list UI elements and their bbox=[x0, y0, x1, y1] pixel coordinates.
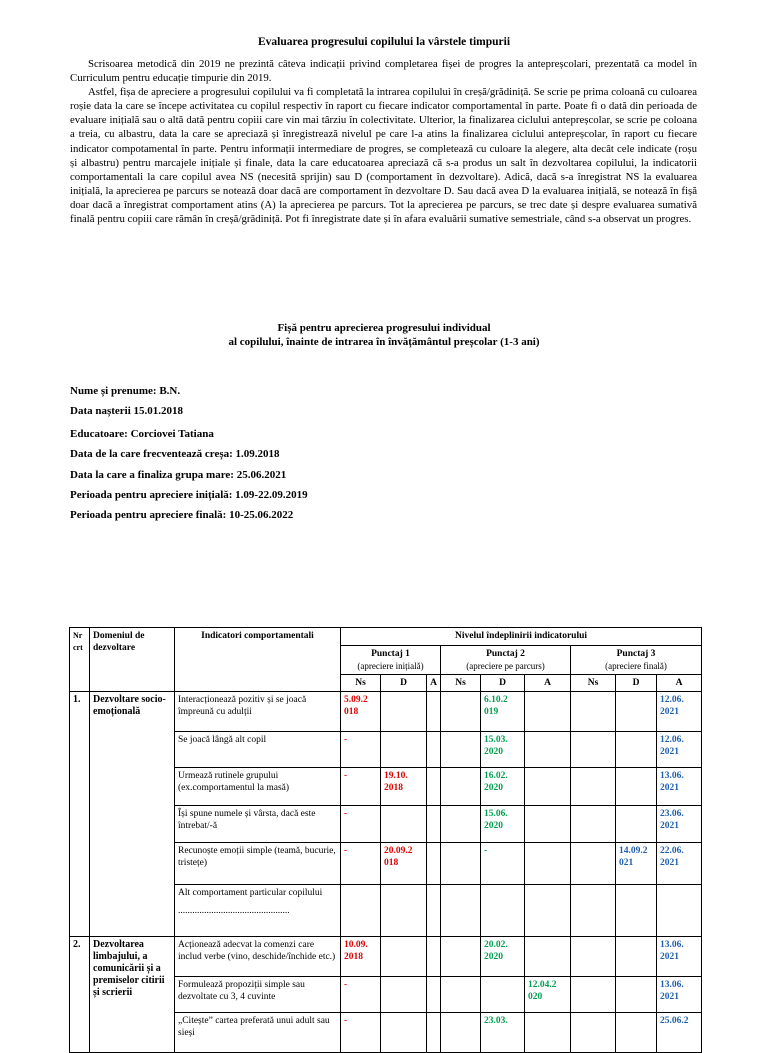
score-2-label: Punctaj 2 bbox=[486, 649, 525, 659]
cell-ns-3 bbox=[571, 768, 616, 806]
cell-a-2 bbox=[525, 937, 571, 977]
cell-ns-3 bbox=[571, 806, 616, 843]
cell-ns-1: 10.09. 2018 bbox=[341, 937, 381, 977]
row-number: 1. bbox=[70, 692, 90, 937]
indicator-text: Se joacă lângă alt copil bbox=[175, 732, 341, 768]
cell-ns-3 bbox=[571, 843, 616, 885]
indicator-other: Alt comportament particular copilului bbox=[178, 888, 323, 898]
cell-ns-2 bbox=[441, 692, 481, 732]
cell-ns-1: - bbox=[341, 977, 381, 1013]
cell-a-1 bbox=[427, 1013, 441, 1053]
indicator-text: Acționează adecvat la comenzi care includ verbe (vino, deschide/închide etc.) bbox=[175, 937, 341, 977]
intro-text bbox=[70, 57, 697, 226]
header-domain: Domeniul de dezvoltare bbox=[90, 628, 175, 692]
header-ns-2: Ns bbox=[441, 675, 481, 692]
cell-a-1 bbox=[427, 937, 441, 977]
indicator-text: Recunoște emoții simple (teamă, bucurie, tristețe) bbox=[175, 843, 341, 885]
cell-ns-3 bbox=[571, 732, 616, 768]
cell-d-3 bbox=[616, 732, 657, 768]
cell-d-3: 14.09.2 021 bbox=[616, 843, 657, 885]
cell-d-2: 16.02. 2020 bbox=[481, 768, 525, 806]
cell-d-3 bbox=[616, 806, 657, 843]
cell-ns-2 bbox=[441, 977, 481, 1013]
header-d-3: D bbox=[616, 675, 657, 692]
cell-ns-3 bbox=[571, 885, 616, 937]
form-title bbox=[0, 321, 768, 349]
cell-d-1 bbox=[381, 937, 427, 977]
cell-a-2 bbox=[525, 768, 571, 806]
cell-d-3 bbox=[616, 768, 657, 806]
intro-paragraph-2: Astfel, fișa de apreciere a progresului copilului va fi completată la intrarea copilului în creșă/grădiniță. Se scrie pe prima coloană cu culoarea roșie data la care se începe activitatea cu copilul respectiv în raport cu fiecare indicator comportamental în parte. Poate fi o dată din perioada de evaluare inițială sau o altă dată pentru copiii care vin mai târziu în colectivitate. Ulterior, la finalizarea ciclului antepreșcolar, se scrie pe coloana a treia, cu albastru, data la care se apreciază și înregistrează nivelul pe care l-a atins la finalizarea ciclului antepreșcolar, în raport cu fiecare indicator compotamental în parte. Pentru informații intermediare de progres, se completează cu culoare la alegere, alta decât cele indicate (roșu și albastru) pentru marcajele inițiale și finale, data la care educatoarea apreciază că s-a produs un salt în dezvoltarea copilului, la indicatorii comportamentali la care copilul avea NS (necesită sprijin) sau D (comportament în dezvoltare). Adică, dacă s-a înregistrat NS la evaluarea inițială, la aprecierea pe parcurs se notează doar dacă are comportament în dezvoltare D. Sau dacă avea D la evaluarea inițială, se notează în fișă doar dacă a înregistrat comportament atins (A) la aprecierea pe parcurs. Tot la aprecierea pe parcurs, se trec date și despre evaluarea sumativă finală pentru copiii care rămân în creșă/grădiniță. Pot fi înregistrate date și în afara evaluării sumative semestriale, când s-a observat un progres. bbox=[70, 86, 697, 226]
indicator-text: Formulează propoziții simple sau dezvoltate cu 3, 4 cuvinte bbox=[175, 977, 341, 1013]
cell-d-3 bbox=[616, 885, 657, 937]
cell-a-1 bbox=[427, 806, 441, 843]
cell-a-2 bbox=[525, 843, 571, 885]
cell-a-3: 22.06. 2021 bbox=[657, 843, 702, 885]
cell-d-3 bbox=[616, 977, 657, 1013]
cell-ns-1: 5.09.2 018 bbox=[341, 692, 381, 732]
table-row bbox=[70, 937, 702, 977]
cell-ns-3 bbox=[571, 937, 616, 977]
cell-d-1 bbox=[381, 692, 427, 732]
cell-d-2: 23.03. bbox=[481, 1013, 525, 1053]
header-a-2: A bbox=[525, 675, 571, 692]
cell-ns-1: - bbox=[341, 843, 381, 885]
cell-a-2 bbox=[525, 885, 571, 937]
cell-ns-2 bbox=[441, 768, 481, 806]
cell-ns-1: - bbox=[341, 1013, 381, 1053]
table-row bbox=[70, 692, 702, 732]
row-number: 2. bbox=[70, 937, 90, 1053]
cell-ns-2 bbox=[441, 937, 481, 977]
form-title-line-2: al copilului, înainte de intrarea în învățământul preșcolar (1-3 ani) bbox=[228, 336, 540, 348]
cell-d-1 bbox=[381, 885, 427, 937]
header-indicators: Indicatori comportamentali bbox=[175, 628, 341, 692]
cell-a-3: 12.06. 2021 bbox=[657, 732, 702, 768]
score-3-sub: (apreciere finală) bbox=[605, 661, 667, 671]
cell-d-1 bbox=[381, 977, 427, 1013]
cell-ns-1: - bbox=[341, 806, 381, 843]
cell-ns-2 bbox=[441, 1013, 481, 1053]
document-title: Evaluarea progresului copilului la vârstele timpurii bbox=[257, 36, 511, 48]
score-1-sub: (apreciere inițială) bbox=[357, 661, 424, 671]
cell-a-3 bbox=[657, 885, 702, 937]
cell-a-2 bbox=[525, 1013, 571, 1053]
cell-a-2: 12.04.2 020 bbox=[525, 977, 571, 1013]
cell-a-3: 13.06. 2021 bbox=[657, 977, 702, 1013]
progress-table bbox=[69, 627, 702, 1053]
header-a-3: A bbox=[657, 675, 702, 692]
cell-d-3 bbox=[616, 692, 657, 732]
cell-a-1 bbox=[427, 977, 441, 1013]
cell-ns-2 bbox=[441, 806, 481, 843]
header-a-1: A bbox=[427, 675, 441, 692]
intro-paragraph-1: Scrisoarea metodică din 2019 ne prezintă câteva indicații privind completarea fișei de progres la antepreșcolari, prezentată ca model în Curriculum pentru educație timpurie din 2019. bbox=[70, 58, 697, 85]
indicator-text: „Citește” cartea preferată unui adult sau sieși bbox=[175, 1013, 341, 1053]
cell-a-2 bbox=[525, 692, 571, 732]
score-3-label: Punctaj 3 bbox=[616, 649, 656, 659]
domain-label: Dezvoltare socio-emoțională bbox=[90, 692, 175, 937]
cell-ns-3 bbox=[571, 692, 616, 732]
cell-ns-2 bbox=[441, 885, 481, 937]
cell-d-2: - bbox=[481, 843, 525, 885]
cell-ns-2 bbox=[441, 843, 481, 885]
cell-d-1: 19.10. 2018 bbox=[381, 768, 427, 806]
cell-a-3: 12.06. 2021 bbox=[657, 692, 702, 732]
cell-d-1 bbox=[381, 732, 427, 768]
cell-ns-3 bbox=[571, 1013, 616, 1053]
form-title-line-1: Fișă pentru aprecierea progresului individual bbox=[277, 322, 491, 334]
info-initial-period: Perioada pentru apreciere inițială: 1.09-22.09.2019 bbox=[70, 489, 308, 501]
header-ns-1: Ns bbox=[341, 675, 381, 692]
cell-a-1 bbox=[427, 885, 441, 937]
indicator-text: Interacționează pozitiv și se joacă împreună cu adulții bbox=[175, 692, 341, 732]
info-final-period: Perioada pentru apreciere finală: 10-25.06.2022 bbox=[70, 509, 294, 521]
cell-d-3 bbox=[616, 937, 657, 977]
cell-a-3: 13.06. 2021 bbox=[657, 768, 702, 806]
header-score-2 bbox=[441, 646, 571, 675]
header-d-2: D bbox=[481, 675, 525, 692]
indicator-text bbox=[175, 885, 341, 937]
score-2-sub: (apreciere pe parcurs) bbox=[466, 661, 545, 671]
header-score-1 bbox=[341, 646, 441, 675]
dotted-line: ............................................... bbox=[178, 906, 290, 916]
cell-d-1: 20.09.2 018 bbox=[381, 843, 427, 885]
cell-d-1 bbox=[381, 806, 427, 843]
info-name: Nume și prenume: B.N. bbox=[70, 385, 181, 397]
info-teacher: Educatoare: Corciovei Tatiana bbox=[70, 428, 214, 440]
cell-a-1 bbox=[427, 768, 441, 806]
header-ns-3: Ns bbox=[571, 675, 616, 692]
header-level: Nivelul îndeplinirii indicatorului bbox=[341, 628, 702, 646]
cell-ns-1: - bbox=[341, 732, 381, 768]
cell-ns-1 bbox=[341, 885, 381, 937]
cell-a-3: 25.06.2 bbox=[657, 1013, 702, 1053]
score-1-label: Punctaj 1 bbox=[371, 649, 410, 659]
cell-d-2: 6.10.2 019 bbox=[481, 692, 525, 732]
cell-a-2 bbox=[525, 732, 571, 768]
info-end-date: Data la care a finaliza grupa mare: 25.06.2021 bbox=[70, 469, 287, 481]
cell-d-2: 15.03. 2020 bbox=[481, 732, 525, 768]
cell-ns-3 bbox=[571, 977, 616, 1013]
cell-d-2: 15.06. 2020 bbox=[481, 806, 525, 843]
domain-label: Dezvoltarea limbajului, a comunicării și a premiselor citirii și scrierii bbox=[90, 937, 175, 1053]
cell-a-1 bbox=[427, 692, 441, 732]
cell-ns-2 bbox=[441, 732, 481, 768]
indicator-text: Își spune numele și vârsta, dacă este întrebat/-ă bbox=[175, 806, 341, 843]
cell-d-2 bbox=[481, 977, 525, 1013]
cell-a-3: 13.06. 2021 bbox=[657, 937, 702, 977]
cell-d-1 bbox=[381, 1013, 427, 1053]
header-score-3 bbox=[571, 646, 702, 675]
indicator-text: Urmează rutinele grupului (ex.comportamentul la masă) bbox=[175, 768, 341, 806]
header-nr: Nr crt bbox=[70, 628, 90, 692]
info-start-date: Data de la care frecventează creșa: 1.09.2018 bbox=[70, 448, 280, 460]
cell-a-2 bbox=[525, 806, 571, 843]
cell-d-3 bbox=[616, 1013, 657, 1053]
cell-d-2: 20.02. 2020 bbox=[481, 937, 525, 977]
cell-a-1 bbox=[427, 732, 441, 768]
header-d-1: D bbox=[381, 675, 427, 692]
info-birth-date: Data nașterii 15.01.2018 bbox=[70, 405, 184, 417]
cell-ns-1: - bbox=[341, 768, 381, 806]
cell-d-2 bbox=[481, 885, 525, 937]
cell-a-1 bbox=[427, 843, 441, 885]
cell-a-3: 23.06. 2021 bbox=[657, 806, 702, 843]
